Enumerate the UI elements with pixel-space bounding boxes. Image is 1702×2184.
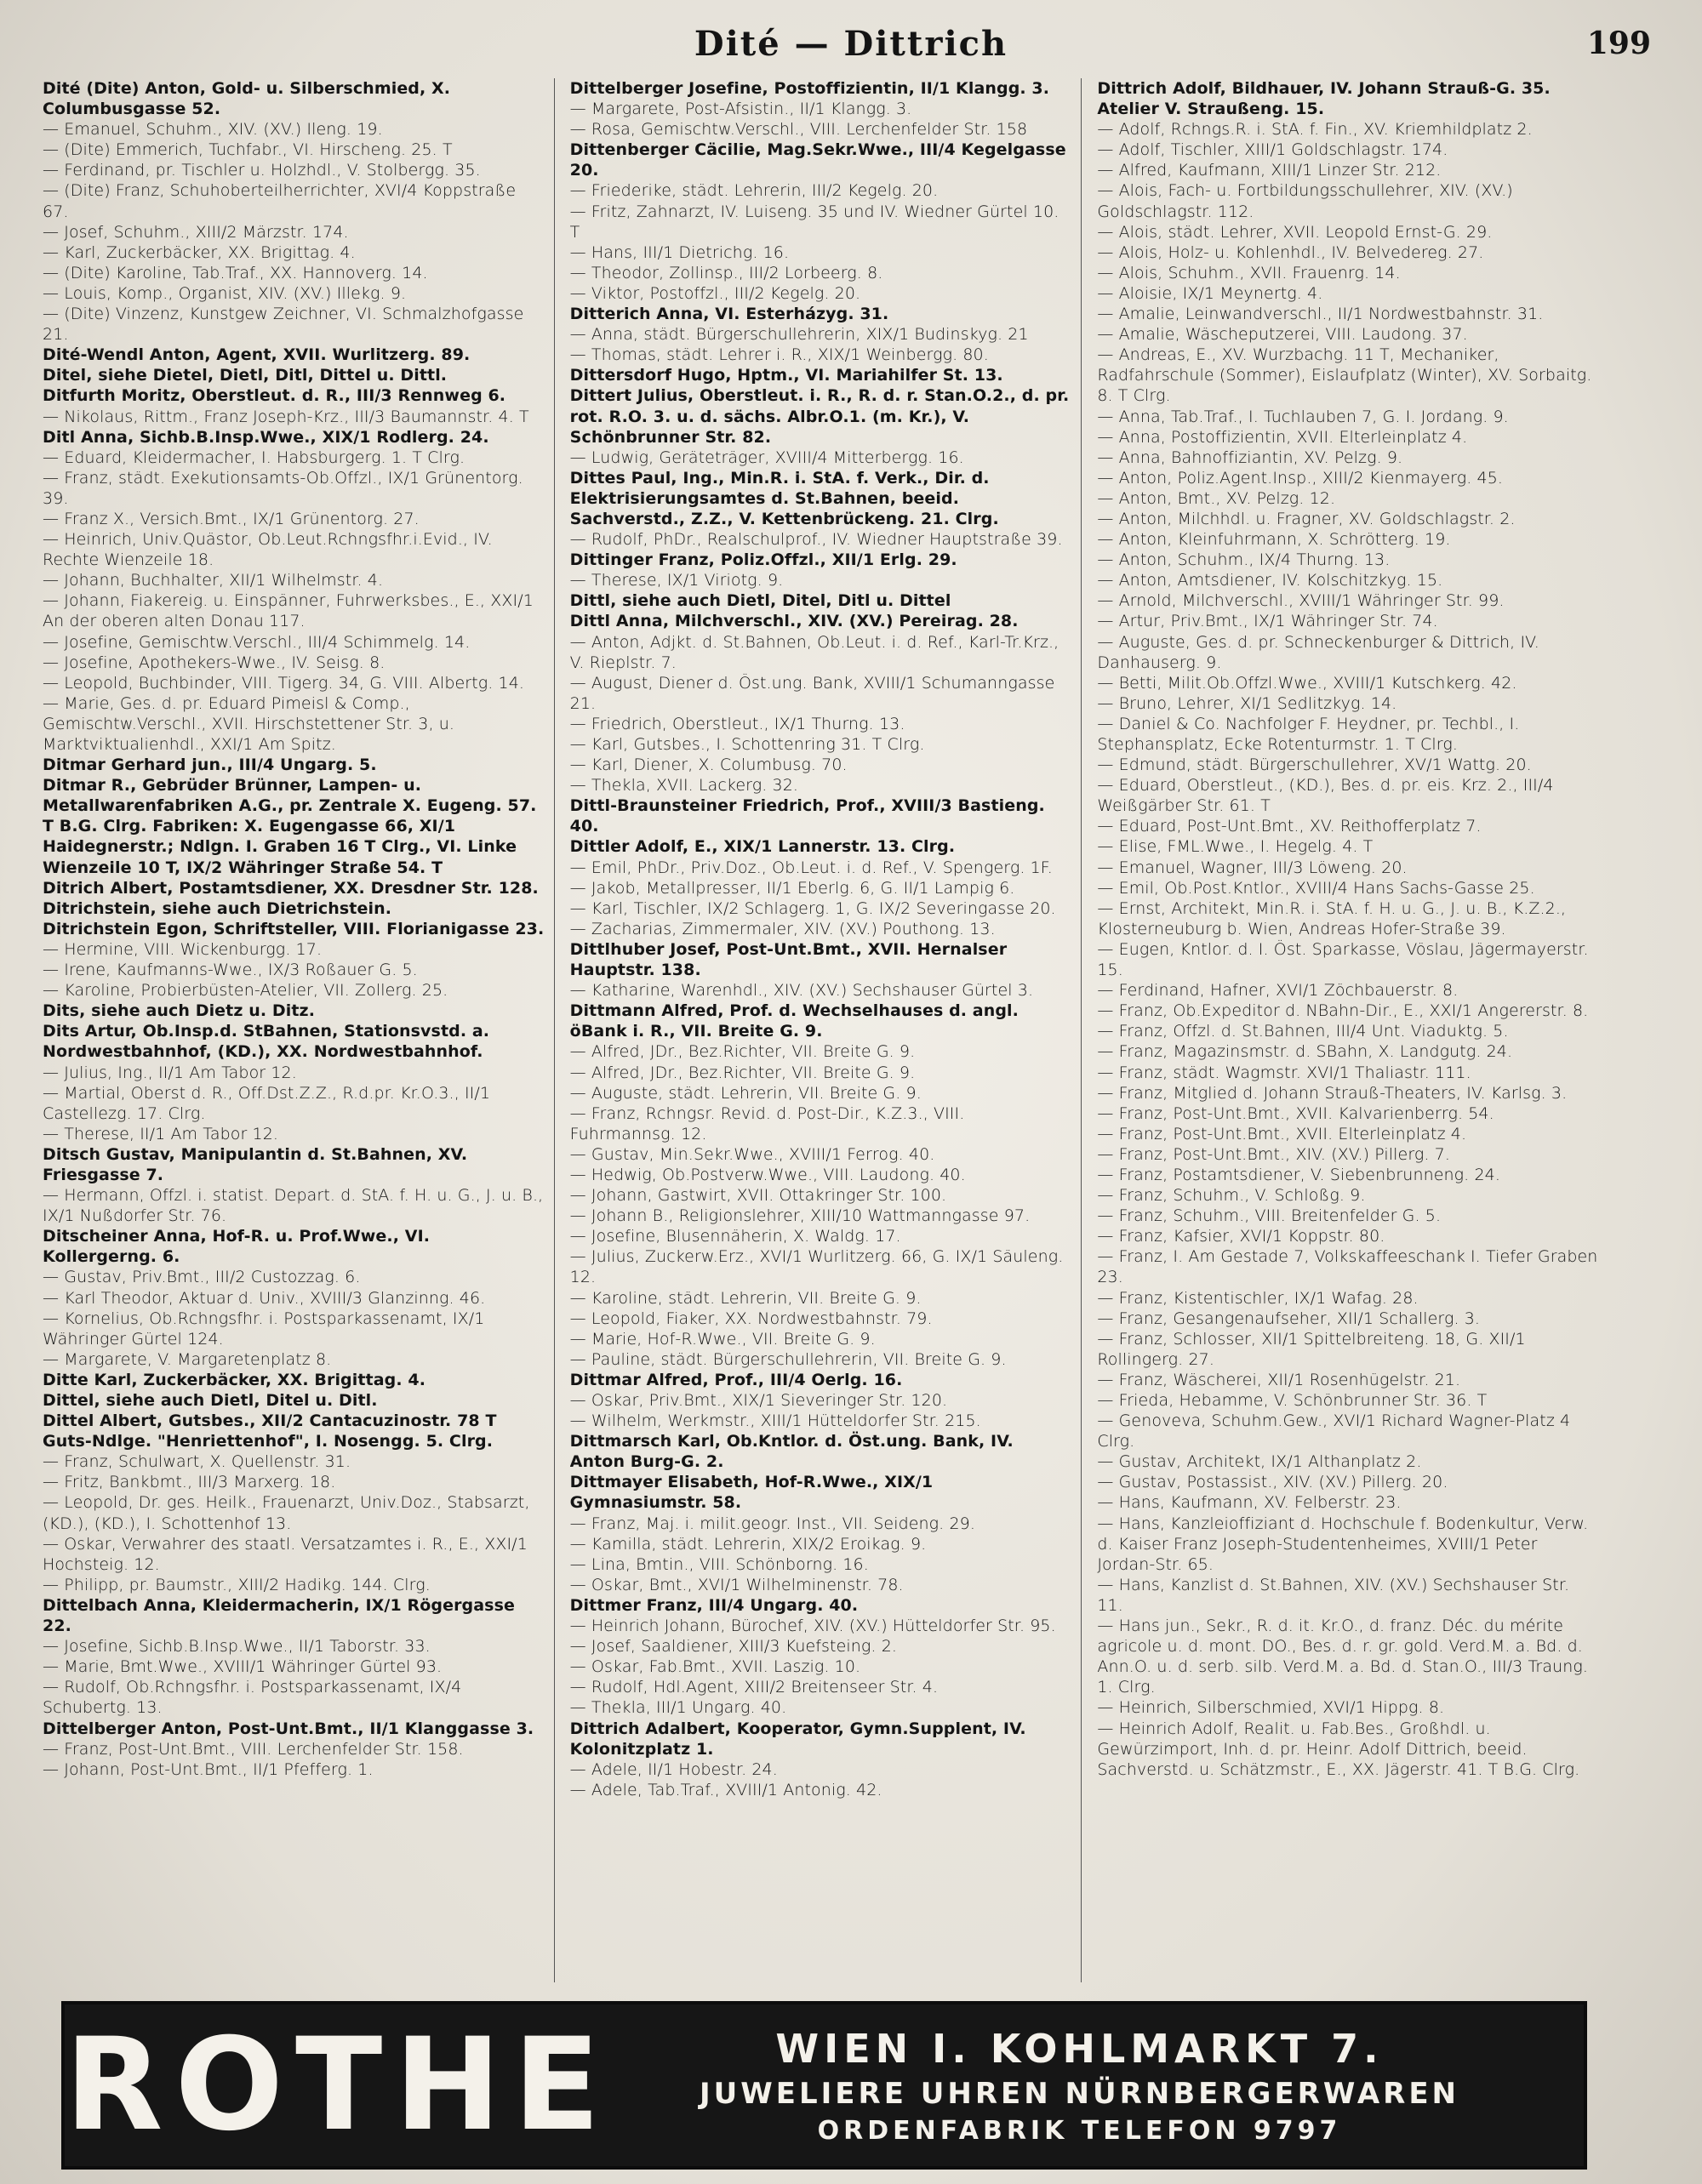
directory-entry: — Therese, IX/1 Viriotg. 9. bbox=[569, 571, 784, 590]
directory-entry: — Thomas, städt. Lehrer i. R., XIX/1 Weinbergg. 80. bbox=[569, 345, 989, 365]
directory-entry: — Franz, Kistentischler, IX/1 Wafag. 28. bbox=[1097, 1288, 1419, 1308]
directory-entry: — (Dite) Vinzenz, Kunstgew Zeichner, VI. Schmalzhofgasse 21. bbox=[43, 305, 524, 345]
directory-entry: — Viktor, Postoffzl., III/2 Kegelg. 20. bbox=[569, 283, 861, 303]
directory-entry: — Franz, Maj. i. milit.geogr. Inst., VII. Seideng. 29. bbox=[569, 1514, 975, 1533]
directory-entry: — Franz, Postamtsdiener, V. Siebenbrunneng. 24. bbox=[1097, 1165, 1500, 1184]
directory-entry: — Margarete, V. Margaretenplatz 8. bbox=[43, 1349, 332, 1369]
directory-entry: — Emil, Ob.Post.Kntlor., XVIII/4 Hans Sachs-Gasse 25. bbox=[1097, 878, 1535, 898]
directory-entry: — Gustav, Architekt, IX/1 Althanplatz 2. bbox=[1097, 1452, 1422, 1472]
directory-entry: — Hans, Kanzlist d. St.Bahnen, XIV. (XV.) Sechshauser Str. 11. bbox=[1097, 1575, 1570, 1615]
advertisement-banner bbox=[61, 2001, 1587, 2170]
directory-entry: — Anna, städt. Bürgerschullehrerin, XIX/1 Budinskyg. 21 bbox=[569, 325, 1029, 345]
directory-entry-heading: Ditrichstein, siehe auch Dietrichstein. bbox=[43, 898, 392, 918]
directory-entry: — Rosa, Gemischtw.Verschl., VIII. Lerchenfelder Str. 158 bbox=[569, 120, 1028, 140]
directory-entry: — Theodor, Zollinsp., III/2 Lorbeerg. 8. bbox=[569, 263, 883, 282]
directory-entry: — Johann B., Religionslehrer, XIII/10 Wattmanngasse 97. bbox=[569, 1206, 1031, 1226]
directory-entry: — Franz, Post-Unt.Bmt., XIV. (XV.) Pillerg. 7. bbox=[1097, 1144, 1451, 1164]
directory-entry: — Hedwig, Ob.Postverw.Wwe., VIII. Laudong. 40. bbox=[569, 1165, 966, 1184]
directory-entry-heading: Ditsch Gustav, Manipulantin d. St.Bahnen, XV. Friesgasse 7. bbox=[43, 1144, 468, 1184]
directory-entry-heading: Ditte Karl, Zuckerbäcker, XX. Brigittag. 4. bbox=[43, 1370, 426, 1389]
directory-entry: — Kamilla, städt. Lehrerin, XIX/2 Eroikag. 9. bbox=[569, 1534, 927, 1554]
column-right bbox=[1097, 78, 1600, 1982]
directory-entry: — Karl, Tischler, IX/2 Schlagerg. 1, G. IX/2 Severingasse 20. bbox=[569, 898, 1056, 918]
directory-entry: — Leopold, Buchbinder, VIII. Tigerg. 34, G. VIII. Albertg. 14. bbox=[43, 673, 525, 693]
directory-entry: — Amalie, Leinwandverschl., II/1 Nordwestbahnstr. 31. bbox=[1097, 305, 1544, 324]
directory-entry: — Heinrich Johann, Bürochef, XIV. (XV.) Hütteldorfer Str. 95. bbox=[569, 1617, 1056, 1636]
ad-address: WIEN I. KOHLMARKT 7. bbox=[775, 2025, 1384, 2072]
directory-entry: — Bruno, Lehrer, XI/1 Sedlitzkyg. 14. bbox=[1097, 693, 1397, 713]
directory-entry: — Therese, II/1 Am Tabor 12. bbox=[43, 1124, 279, 1143]
directory-entry: — Louis, Komp., Organist, XIV. (XV.) Illekg. 9. bbox=[43, 283, 407, 303]
directory-entry: — Fritz, Bankbmt., III/3 Marxerg. 18. bbox=[43, 1473, 336, 1492]
directory-entry: — Franz, Kafsier, XVI/1 Koppstr. 80. bbox=[1097, 1227, 1385, 1246]
directory-entry: — Jakob, Metallpresser, II/1 Eberlg. 6, G. II/1 Lampig 6. bbox=[569, 878, 1015, 898]
directory-entry: — Franz, Rchngsr. Revid. d. Post-Dir., K.Z.3., VIII. Fuhrmannsg. 12. bbox=[569, 1103, 965, 1143]
directory-entry: — Alfred, JDr., Bez.Richter, VII. Breite G. 9. bbox=[569, 1042, 916, 1062]
directory-entry: — Alfred, JDr., Bez.Richter, VII. Breite G. 9. bbox=[569, 1063, 916, 1082]
directory-entry-heading: Dittler Adolf, E., XIX/1 Lannerstr. 13. Clrg. bbox=[569, 837, 956, 857]
directory-entry: — Anton, Kleinfuhrmann, X. Schrötterg. 19. bbox=[1097, 530, 1451, 550]
directory-entry-heading: Ditmar R., Gebrüder Brünner, Lampen- u. Metallwarenfabriken A.G., pr. Zentrale X. Eugeng. 57. T B.G. Clrg. Fabriken: X. Eugengasse 66, XI/1 Haidegnerstr.; Ndlgn. I. Graben 16 T Clrg., VI. Linke Wienzeile 10 T, IX/2 Währinger Straße 54. T bbox=[43, 776, 537, 877]
directory-entry-heading: Dittmayer Elisabeth, Hof-R.Wwe., XIX/1 Gymnasiumstr. 58. bbox=[569, 1473, 934, 1513]
directory-entry: — Leopold, Fiaker, XX. Nordwestbahnstr. 79. bbox=[569, 1309, 933, 1328]
directory-entry: — Philipp, pr. Baumstr., XIII/2 Hadikg. 144. Clrg. bbox=[43, 1575, 431, 1594]
directory-entry: — Marie, Hof-R.Wwe., VII. Breite G. 9. bbox=[569, 1329, 876, 1349]
directory-columns bbox=[43, 78, 1600, 1982]
directory-entry: — Genoveva, Schuhm.Gew., XVI/1 Richard Wagner-Platz 4 Clrg. bbox=[1097, 1411, 1571, 1451]
directory-entry: — Julius, Ing., II/1 Am Tabor 12. bbox=[43, 1063, 297, 1082]
directory-entry-heading: Ditscheiner Anna, Hof-R. u. Prof.Wwe., VI. Kollergerng. 6. bbox=[43, 1227, 431, 1267]
directory-entry-heading: Dittlhuber Josef, Post-Unt.Bmt., XVII. Hernalser Hauptstr. 138. bbox=[569, 939, 1008, 980]
directory-entry: — Johann, Gastwirt, XVII. Ottakringer Str. 100. bbox=[569, 1186, 947, 1206]
directory-entry: — Emil, PhDr., Priv.Doz., Ob.Leut. i. d. Ref., V. Spengerg. 1F. bbox=[569, 858, 1053, 877]
directory-entry: — Franz X., Versich.Bmt., IX/1 Grünentorg. 27. bbox=[43, 509, 420, 528]
directory-entry: — Julius, Zuckerw.Erz., XVI/1 Wurlitzerg. 66, G. IX/1 Säuleng. 12. bbox=[569, 1247, 1064, 1287]
directory-entry: — Frieda, Hebamme, V. Schönbrunner Str. 36. T bbox=[1097, 1391, 1488, 1410]
directory-entry: — Arnold, Milchverschl., XVIII/1 Währinger Str. 99. bbox=[1097, 591, 1505, 611]
directory-entry-heading: Dité-Wendl Anton, Agent, XVII. Wurlitzerg. 89. bbox=[43, 345, 471, 365]
directory-entry: — Anton, Poliz.Agent.Insp., XIII/2 Kienmayerg. 45. bbox=[1097, 468, 1504, 488]
directory-entry: — Aloisie, IX/1 Meynertg. 4. bbox=[1097, 283, 1323, 303]
directory-entry: — Anna, Tab.Traf., I. Tuchlauben 7, G. I. Jordang. 9. bbox=[1097, 407, 1509, 426]
directory-entry-heading: Dittrich Adolf, Bildhauer, IV. Johann Strauß-G. 35. Atelier V. Straußeng. 15. bbox=[1097, 79, 1551, 119]
directory-entry: — Ludwig, Geräteträger, XVIII/4 Mitterbergg. 16. bbox=[569, 448, 964, 467]
directory-entry: — Josefine, Apothekers-Wwe., IV. Seisg. 8. bbox=[43, 653, 386, 672]
directory-entry: — Leopold, Dr. ges. Heilk., Frauenarzt, Univ.Doz., Stabsarzt, (KD.), (KD.), I. Schottenhof 13. bbox=[43, 1493, 530, 1533]
directory-entry: — Kornelius, Ob.Rchngsfhr. i. Postsparkassenamt, IX/1 Währinger Gürtel 124. bbox=[43, 1309, 485, 1349]
directory-entry-heading: Ditel, siehe Dietel, Dietl, Ditl, Dittel u. Dittl. bbox=[43, 366, 448, 385]
directory-entry: — Adolf, Tischler, XIII/1 Goldschlagstr. 174. bbox=[1097, 140, 1448, 160]
directory-entry-heading: Dittmar Alfred, Prof., III/4 Oerlg. 16. bbox=[569, 1370, 903, 1389]
directory-entry: — Anna, Postoffizientin, XVII. Elterleinplatz 4. bbox=[1097, 427, 1468, 447]
directory-entry: — Gustav, Postassist., XIV. (XV.) Pillerg. 20. bbox=[1097, 1473, 1448, 1492]
directory-entry: — Eugen, Kntlor. d. I. Öst. Sparkasse, Vöslau, Jägermayerstr. 15. bbox=[1097, 939, 1589, 980]
directory-entry: — Franz, Offzl. d. St.Bahnen, III/4 Unt. Viaduktg. 5. bbox=[1097, 1022, 1509, 1041]
directory-entry: — Franz, Schuhm., VIII. Breitenfelder G. 5. bbox=[1097, 1206, 1442, 1226]
ad-info bbox=[575, 2026, 1584, 2146]
directory-entry: — Emanuel, Schuhm., XIV. (XV.) Ileng. 19. bbox=[43, 120, 383, 140]
directory-entry: — Hermine, VIII. Wickenburgg. 17. bbox=[43, 939, 323, 959]
directory-entry-heading: Dittel, siehe auch Dietl, Ditel u. Ditl. bbox=[43, 1391, 378, 1410]
ad-phone: ORDENFABRIK TELEFON 9797 bbox=[817, 2115, 1342, 2146]
directory-entry: — Heinrich Adolf, Realit. u. Fab.Bes., Großhdl. u. Gewürzimport, Inh. d. pr. Heinr. Adolf Dittrich, beeid. Sachverstd. u. Schätzmstr., E., XX. Jägerstr. 41. T B.G. Clrg. bbox=[1097, 1719, 1580, 1779]
directory-entry: — Alois, Schuhm., XVII. Frauenrg. 14. bbox=[1097, 263, 1401, 282]
directory-entry-heading: Dittmer Franz, III/4 Ungarg. 40. bbox=[569, 1595, 859, 1615]
directory-entry: — Karl, Gutsbes., I. Schottenring 31. T Clrg. bbox=[569, 735, 925, 754]
directory-entry: — Alois, Fach- u. Fortbildungsschullehrer, XIV. (XV.) Goldschlagstr. 112. bbox=[1097, 181, 1513, 221]
directory-entry: — Edmund, städt. Bürgerschullehrer, XV/1 Wattg. 20. bbox=[1097, 756, 1532, 775]
directory-entry: — Ernst, Architekt, Min.R. i. StA. f. H. u. G., J. u. B., K.Z.2., Klosterneuburg b. Wien, Andreas Hofer-Straße 39. bbox=[1097, 898, 1567, 938]
directory-entry: — Rudolf, Hdl.Agent, XIII/2 Breitenseer Str. 4. bbox=[569, 1678, 939, 1697]
directory-entry: — Friederike, städt. Lehrerin, III/2 Kegelg. 20. bbox=[569, 181, 939, 201]
directory-entry: — (Dite) Franz, Schuhoberteilherrichter, XVI/4 Koppstraße 67. bbox=[43, 181, 517, 221]
directory-entry: — Oskar, Verwahrer des staatl. Versatzamtes i. R., E., XXI/1 Hochsteig. 12. bbox=[43, 1534, 528, 1574]
directory-entry: — Eduard, Post-Unt.Bmt., XV. Reithofferplatz 7. bbox=[1097, 817, 1482, 836]
directory-entry: — Hans jun., Sekr., R. d. it. Kr.O., d. franz. Déc. du mérite agricole u. d. mont. DO., Bes. d. r. gr. gold. Verd.M. a. Bd. d. Ann.O. u. d. serb. silb. Verd.M. a. Bd. d. Stan.O., III/3 Traung. 1. Clrg. bbox=[1097, 1617, 1589, 1697]
directory-entry: — Franz, städt. Exekutionsamts-Ob.Offzl., IX/1 Grünentorg. 39. bbox=[43, 468, 523, 508]
directory-entry: — Josefine, Sichb.B.Insp.Wwe., II/1 Taborstr. 33. bbox=[43, 1637, 431, 1657]
directory-entry-heading: Dité (Dite) Anton, Gold- u. Silberschmied, X. Columbusgasse 52. bbox=[43, 79, 451, 119]
directory-entry: — Zacharias, Zimmermaler, XIV. (XV.) Pouthong. 13. bbox=[569, 919, 996, 938]
directory-entry: — Marie, Ges. d. pr. Eduard Pimeisl & Comp., Gemischtw.Verschl., XVII. Hirschstettener Str. 3, u. Marktviktualienhdl., XXI/1 Am Spitz. bbox=[43, 693, 455, 754]
directory-entry: — Oskar, Fab.Bmt., XVII. Laszig. 10. bbox=[569, 1657, 861, 1677]
directory-entry: — Karoline, städt. Lehrerin, VII. Breite G. 9. bbox=[569, 1288, 922, 1308]
directory-entry: — Marie, Bmt.Wwe., XVIII/1 Währinger Gürtel 93. bbox=[43, 1657, 443, 1677]
directory-entry: — Johann, Buchhalter, XII/1 Wilhelmstr. 4. bbox=[43, 571, 384, 590]
ad-brand: ROTHE bbox=[65, 2011, 613, 2159]
directory-entry: — Margarete, Post-Afsistin., II/1 Klangg. 3. bbox=[569, 100, 912, 119]
directory-entry-heading: Ditl Anna, Sichb.B.Insp.Wwe., XIX/1 Rodlerg. 24. bbox=[43, 427, 489, 447]
directory-entry: — Elise, FML.Wwe., I. Hegelg. 4. T bbox=[1097, 837, 1374, 857]
directory-entry: — Irene, Kaufmanns-Wwe., IX/3 Roßauer G. 5. bbox=[43, 961, 418, 980]
directory-entry: — Franz, städt. Wagmstr. XVI/1 Thaliastr. 111. bbox=[1097, 1063, 1471, 1082]
directory-entry: — Franz, Magazinsmstr. d. SBahn, X. Landgutg. 24. bbox=[1097, 1042, 1513, 1062]
directory-entry: — Franz, Ob.Expeditor d. NBahn-Dir., E., XXI/1 Angererstr. 8. bbox=[1097, 1001, 1589, 1021]
directory-entry: — Adele, II/1 Hobestr. 24. bbox=[569, 1759, 778, 1779]
directory-entry: — Josef, Schuhm., XIII/2 Märzstr. 174. bbox=[43, 222, 349, 242]
directory-entry: — Karl Theodor, Aktuar d. Univ., XVIII/3 Glanzinng. 46. bbox=[43, 1288, 486, 1308]
directory-entry-heading: Dittersdorf Hugo, Hptm., VI. Mariahilfer St. 13. bbox=[569, 366, 1003, 385]
directory-entry-heading: Dittes Paul, Ing., Min.R. i. StA. f. Verk., Dir. d. Elektrisierungsamtes d. St.Bahnen, beeid. Sachverstd., Z.Z., V. Kettenbrückeng. 21. Clrg. bbox=[569, 468, 999, 528]
page-header bbox=[51, 17, 1651, 77]
directory-entry: — Andreas, E., XV. Wurzbachg. 11 T, Mechaniker, Radfahrschule (Sommer), Eislaufplatz (Winter), XV. Sorbaitg. 8. T Clrg. bbox=[1097, 345, 1592, 406]
directory-entry: — Gustav, Min.Sekr.Wwe., XVIII/1 Ferrog. 40. bbox=[569, 1144, 935, 1164]
directory-entry: — Eduard, Kleidermacher, I. Habsburgerg. 1. T Clrg. bbox=[43, 448, 465, 467]
directory-entry: — Oskar, Priv.Bmt., XIX/1 Sieveringer Str. 120. bbox=[569, 1391, 948, 1410]
directory-entry: — Auguste, städt. Lehrerin, VII. Breite G. 9. bbox=[569, 1083, 922, 1103]
directory-entry: — Friedrich, Oberstleut., IX/1 Thurng. 13. bbox=[569, 714, 905, 733]
directory-entry: — Anton, Adjkt. d. St.Bahnen, Ob.Leut. i. d. Ref., Karl-Tr.Krz., V. Rieplstr. 7. bbox=[569, 632, 1059, 672]
directory-entry: — Thekla, XVII. Lackerg. 32. bbox=[569, 776, 799, 795]
directory-entry-heading: Dittinger Franz, Poliz.Offzl., XII/1 Erlg. 29. bbox=[569, 550, 957, 570]
directory-entry: — Franz, Schuhm., V. Schloßg. 9. bbox=[1097, 1186, 1366, 1206]
directory-entry: — Josefine, Gemischtw.Verschl., III/4 Schimmelg. 14. bbox=[43, 632, 471, 652]
directory-entry: — Rudolf, PhDr., Realschulprof., IV. Wiedner Hauptstraße 39. bbox=[569, 530, 1063, 550]
directory-entry-heading: Dits, siehe auch Dietz u. Ditz. bbox=[43, 1001, 316, 1021]
running-head: Dité — Dittrich bbox=[694, 24, 1008, 64]
directory-entry-heading: Dittenberger Cäcilie, Mag.Sekr.Wwe., III/4 Kegelgasse 20. bbox=[569, 140, 1066, 180]
directory-entry: — (Dite) Karoline, Tab.Traf., XX. Hannoverg. 14. bbox=[43, 263, 428, 282]
directory-entry: — Artur, Priv.Bmt., IX/1 Währinger Str. 74. bbox=[1097, 612, 1438, 631]
directory-entry: — Josefine, Blusennäherin, X. Waldg. 17. bbox=[569, 1227, 901, 1246]
directory-entry-heading: Dittelberger Josefine, Postoffizientin, II/1 Klangg. 3. bbox=[569, 79, 1050, 98]
directory-entry: — Karl, Zuckerbäcker, XX. Brigittag. 4. bbox=[43, 242, 356, 262]
directory-entry-heading: Dittl, siehe auch Dietl, Ditel, Ditl u. Dittel bbox=[569, 591, 951, 611]
directory-entry: — Emanuel, Wagner, III/3 Löweng. 20. bbox=[1097, 858, 1408, 877]
directory-entry: — Auguste, Ges. d. pr. Schneckenburger & Dittrich, IV. Danhauserg. 9. bbox=[1097, 632, 1539, 672]
directory-entry-heading: Dits Artur, Ob.Insp.d. StBahnen, Stationsvstd. a. Nordwestbahnhof, (KD.), XX. Nordwestbahnhof. bbox=[43, 1022, 490, 1062]
directory-entry: — Alfred, Kaufmann, XIII/1 Linzer Str. 212. bbox=[1097, 161, 1442, 180]
directory-entry: — Anton, Milchhdl. u. Fragner, XV. Goldschlagstr. 2. bbox=[1097, 509, 1516, 528]
directory-entry: — Franz, Schlosser, XII/1 Spittelbreiteng. 18, G. XII/1 Rollingerg. 27. bbox=[1097, 1329, 1526, 1369]
directory-entry-heading: Dittrich Adalbert, Kooperator, Gymn.Supplent, IV. Kolonitzplatz 1. bbox=[569, 1719, 1026, 1759]
directory-entry: — Johann, Fiakereig. u. Einspänner, Fuhrwerksbes., E., XXI/1 An der oberen alten Donau 117. bbox=[43, 591, 534, 631]
directory-entry-heading: Ditmar Gerhard jun., III/4 Ungarg. 5. bbox=[43, 756, 377, 775]
directory-entry: — Hermann, Offzl. i. statist. Depart. d. StA. f. H. u. G., J. u. B., IX/1 Nußdorfer Str. 76. bbox=[43, 1186, 544, 1226]
directory-entry: — Adolf, Rchngs.R. i. StA. f. Fin., XV. Kriemhildplatz 2. bbox=[1097, 120, 1533, 140]
directory-entry: — Rudolf, Ob.Rchngsfhr. i. Postsparkassenamt, IX/4 Schubertg. 13. bbox=[43, 1678, 462, 1718]
directory-entry-heading: Dittert Julius, Oberstleut. i. R., R. d. r. Stan.O.2., d. pr. rot. R.O. 3. u. d. sächs. Albr.O.1. (m. Kr.), V. Schönbrunner Str. 82. bbox=[569, 386, 1070, 447]
directory-entry: — Thekla, III/1 Ungarg. 40. bbox=[569, 1698, 787, 1718]
directory-entry: — Wilhelm, Werkmstr., XIII/1 Hütteldorfer Str. 215. bbox=[569, 1411, 981, 1431]
directory-entry-heading: Dittelbach Anna, Kleidermacherin, IX/1 Rögergasse 22. bbox=[43, 1595, 515, 1636]
directory-entry-heading: Dittl-Braunsteiner Friedrich, Prof., XVIII/3 Bastieng. 40. bbox=[569, 796, 1045, 836]
directory-entry: — Nikolaus, Rittm., Franz Joseph-Krz., III/3 Baumannstr. 4. T bbox=[43, 407, 529, 426]
directory-entry: — Franz, Post-Unt.Bmt., XVII. Elterleinplatz 4. bbox=[1097, 1124, 1467, 1143]
column-middle bbox=[570, 78, 1082, 1982]
directory-entry-heading: Ditrich Albert, Postamtsdiener, XX. Dresdner Str. 128. bbox=[43, 878, 539, 898]
directory-entry: — Oskar, Bmt., XVI/1 Wilhelminenstr. 78. bbox=[569, 1575, 904, 1594]
directory-entry: — Hans, Kaufmann, XV. Felberstr. 23. bbox=[1097, 1493, 1402, 1513]
directory-entry: — Heinrich, Silberschmied, XVI/1 Hippg. 8. bbox=[1097, 1698, 1445, 1718]
directory-entry: — August, Diener d. Öst.ung. Bank, XVIII/1 Schumanngasse 21. bbox=[569, 673, 1055, 713]
directory-entry: — Josef, Saaldiener, XIII/3 Kuefsteing. 2. bbox=[569, 1637, 898, 1657]
directory-entry: — Daniel & Co. Nachfolger F. Heydner, pr. Techbl., I. Stephansplatz, Ecke Rotenturmstr. 1. T Clrg. bbox=[1097, 714, 1520, 754]
directory-entry: — Franz, Mitglied d. Johann Strauß-Theaters, IV. Karlsg. 3. bbox=[1097, 1083, 1568, 1103]
directory-entry-heading: Dittel Albert, Gutsbes., XII/2 Cantacuzinostr. 78 T Guts-Ndlge. "Henriettenhof", I. Nosengg. 5. Clrg. bbox=[43, 1411, 497, 1451]
directory-entry: — Franz, Gesangenaufseher, XII/1 Schallerg. 3. bbox=[1097, 1309, 1481, 1328]
directory-entry-heading: Ditterich Anna, VI. Esterházyg. 31. bbox=[569, 305, 889, 324]
directory-entry: — Franz, Schulwart, X. Quellenstr. 31. bbox=[43, 1452, 351, 1472]
directory-entry: — Anton, Amtsdiener, IV. Kolschitzkyg. 15. bbox=[1097, 571, 1443, 590]
directory-entry: — Franz, Post-Unt.Bmt., VIII. Lerchenfelder Str. 158. bbox=[43, 1739, 464, 1759]
directory-entry: — Alois, städt. Lehrer, XVII. Leopold Ernst-G. 29. bbox=[1097, 222, 1493, 242]
directory-entry-heading: Dittelberger Anton, Post-Unt.Bmt., II/1 Klanggasse 3. bbox=[43, 1719, 534, 1738]
directory-entry: — Lina, Bmtin., VIII. Schönborng. 16. bbox=[569, 1554, 869, 1574]
directory-entry: — Katharine, Warenhdl., XIV. (XV.) Sechshauser Gürtel 3. bbox=[569, 981, 1034, 1001]
directory-entry-heading: Dittmann Alfred, Prof. d. Wechselhauses d. angl. öBank i. R., VII. Breite G. 9. bbox=[569, 1001, 1019, 1041]
directory-entry: — Karoline, Probierbüsten-Atelier, VII. Zollerg. 25. bbox=[43, 981, 448, 1001]
directory-entry: — Anton, Bmt., XV. Pelzg. 12. bbox=[1097, 488, 1336, 508]
directory-entry-heading: Dittl Anna, Milchverschl., XIV. (XV.) Pereirag. 28. bbox=[569, 612, 1019, 631]
page-number: 199 bbox=[1586, 26, 1651, 61]
directory-entry: — Adele, Tab.Traf., XVIII/1 Antonig. 42. bbox=[569, 1780, 882, 1799]
directory-entry: — Anna, Bahnoffiziantin, XV. Pelzg. 9. bbox=[1097, 448, 1403, 467]
directory-entry: — Pauline, städt. Bürgerschullehrerin, VII. Breite G. 9. bbox=[569, 1349, 1007, 1369]
directory-entry: — Martial, Oberst d. R., Off.Dst.Z.Z., R.d.pr. Kr.O.3., II/1 Castellezg. 17. Clrg. bbox=[43, 1083, 491, 1123]
column-left bbox=[43, 78, 555, 1982]
directory-entry-heading: Dittmarsch Karl, Ob.Kntlor. d. Öst.ung. Bank, IV. Anton Burg-G. 2. bbox=[569, 1432, 1014, 1472]
directory-entry: — Heinrich, Univ.Quästor, Ob.Leut.Rchngsfhr.i.Evid., IV. Rechte Wienzeile 18. bbox=[43, 530, 493, 570]
directory-entry: — Amalie, Wäscheputzerei, VIII. Laudong. 37. bbox=[1097, 325, 1468, 345]
directory-entry: — Hans, Kanzleioffiziant d. Hochschule f. Bodenkultur, Verw. d. Kaiser Franz Joseph-Studentenheimes, XVIII/1 Peter Jordan-Str. 65. bbox=[1097, 1514, 1589, 1574]
directory-entry: — Gustav, Priv.Bmt., III/2 Custozzag. 6. bbox=[43, 1268, 361, 1287]
directory-entry-heading: Ditfurth Moritz, Oberstleut. d. R., III/3 Rennweg 6. bbox=[43, 386, 506, 406]
directory-entry: — Franz, Post-Unt.Bmt., XVII. Kalvarienberrg. 54. bbox=[1097, 1103, 1494, 1123]
directory-entry: — Karl, Diener, X. Columbusg. 70. bbox=[569, 756, 848, 775]
directory-entry: — Franz, Wäscherei, XII/1 Rosenhügelstr. 21. bbox=[1097, 1370, 1461, 1389]
directory-entry: — Franz, I. Am Gestade 7, Volkskaffeeschank I. Tiefer Graben 23. bbox=[1097, 1247, 1598, 1287]
directory-entry: — Betti, Milit.Ob.Offzl.Wwe., XVIII/1 Kutschkerg. 42. bbox=[1097, 673, 1517, 693]
directory-entry: — Ferdinand, Hafner, XVI/1 Zöchbauerstr. 8. bbox=[1097, 981, 1459, 1001]
directory-entry: — (Dite) Emmerich, Tuchfabr., VI. Hirscheng. 25. T bbox=[43, 140, 453, 160]
ad-trade: JUWELIERE UHREN NÜRNBERGERWAREN bbox=[699, 2076, 1460, 2111]
directory-entry: — Ferdinand, pr. Tischler u. Holzhdl., V. Stolbergg. 35. bbox=[43, 161, 481, 180]
directory-entry: — Eduard, Oberstleut., (KD.), Bes. d. pr. eis. Krz. 2., III/4 Weißgärber Str. 61. T bbox=[1097, 776, 1554, 816]
directory-entry: — Anton, Schuhm., IX/4 Thurng. 13. bbox=[1097, 550, 1391, 570]
directory-entry: — Hans, III/1 Dietrichg. 16. bbox=[569, 242, 790, 262]
directory-entry: — Alois, Holz- u. Kohlenhdl., IV. Belvedereg. 27. bbox=[1097, 242, 1484, 262]
directory-entry-heading: Ditrichstein Egon, Schriftsteller, VIII. Florianigasse 23. bbox=[43, 919, 545, 938]
directory-entry: — Fritz, Zahnarzt, IV. Luiseng. 35 und IV. Wiedner Gürtel 10. T bbox=[569, 202, 1059, 242]
directory-entry: — Johann, Post-Unt.Bmt., II/1 Pfefferg. 1. bbox=[43, 1759, 374, 1779]
